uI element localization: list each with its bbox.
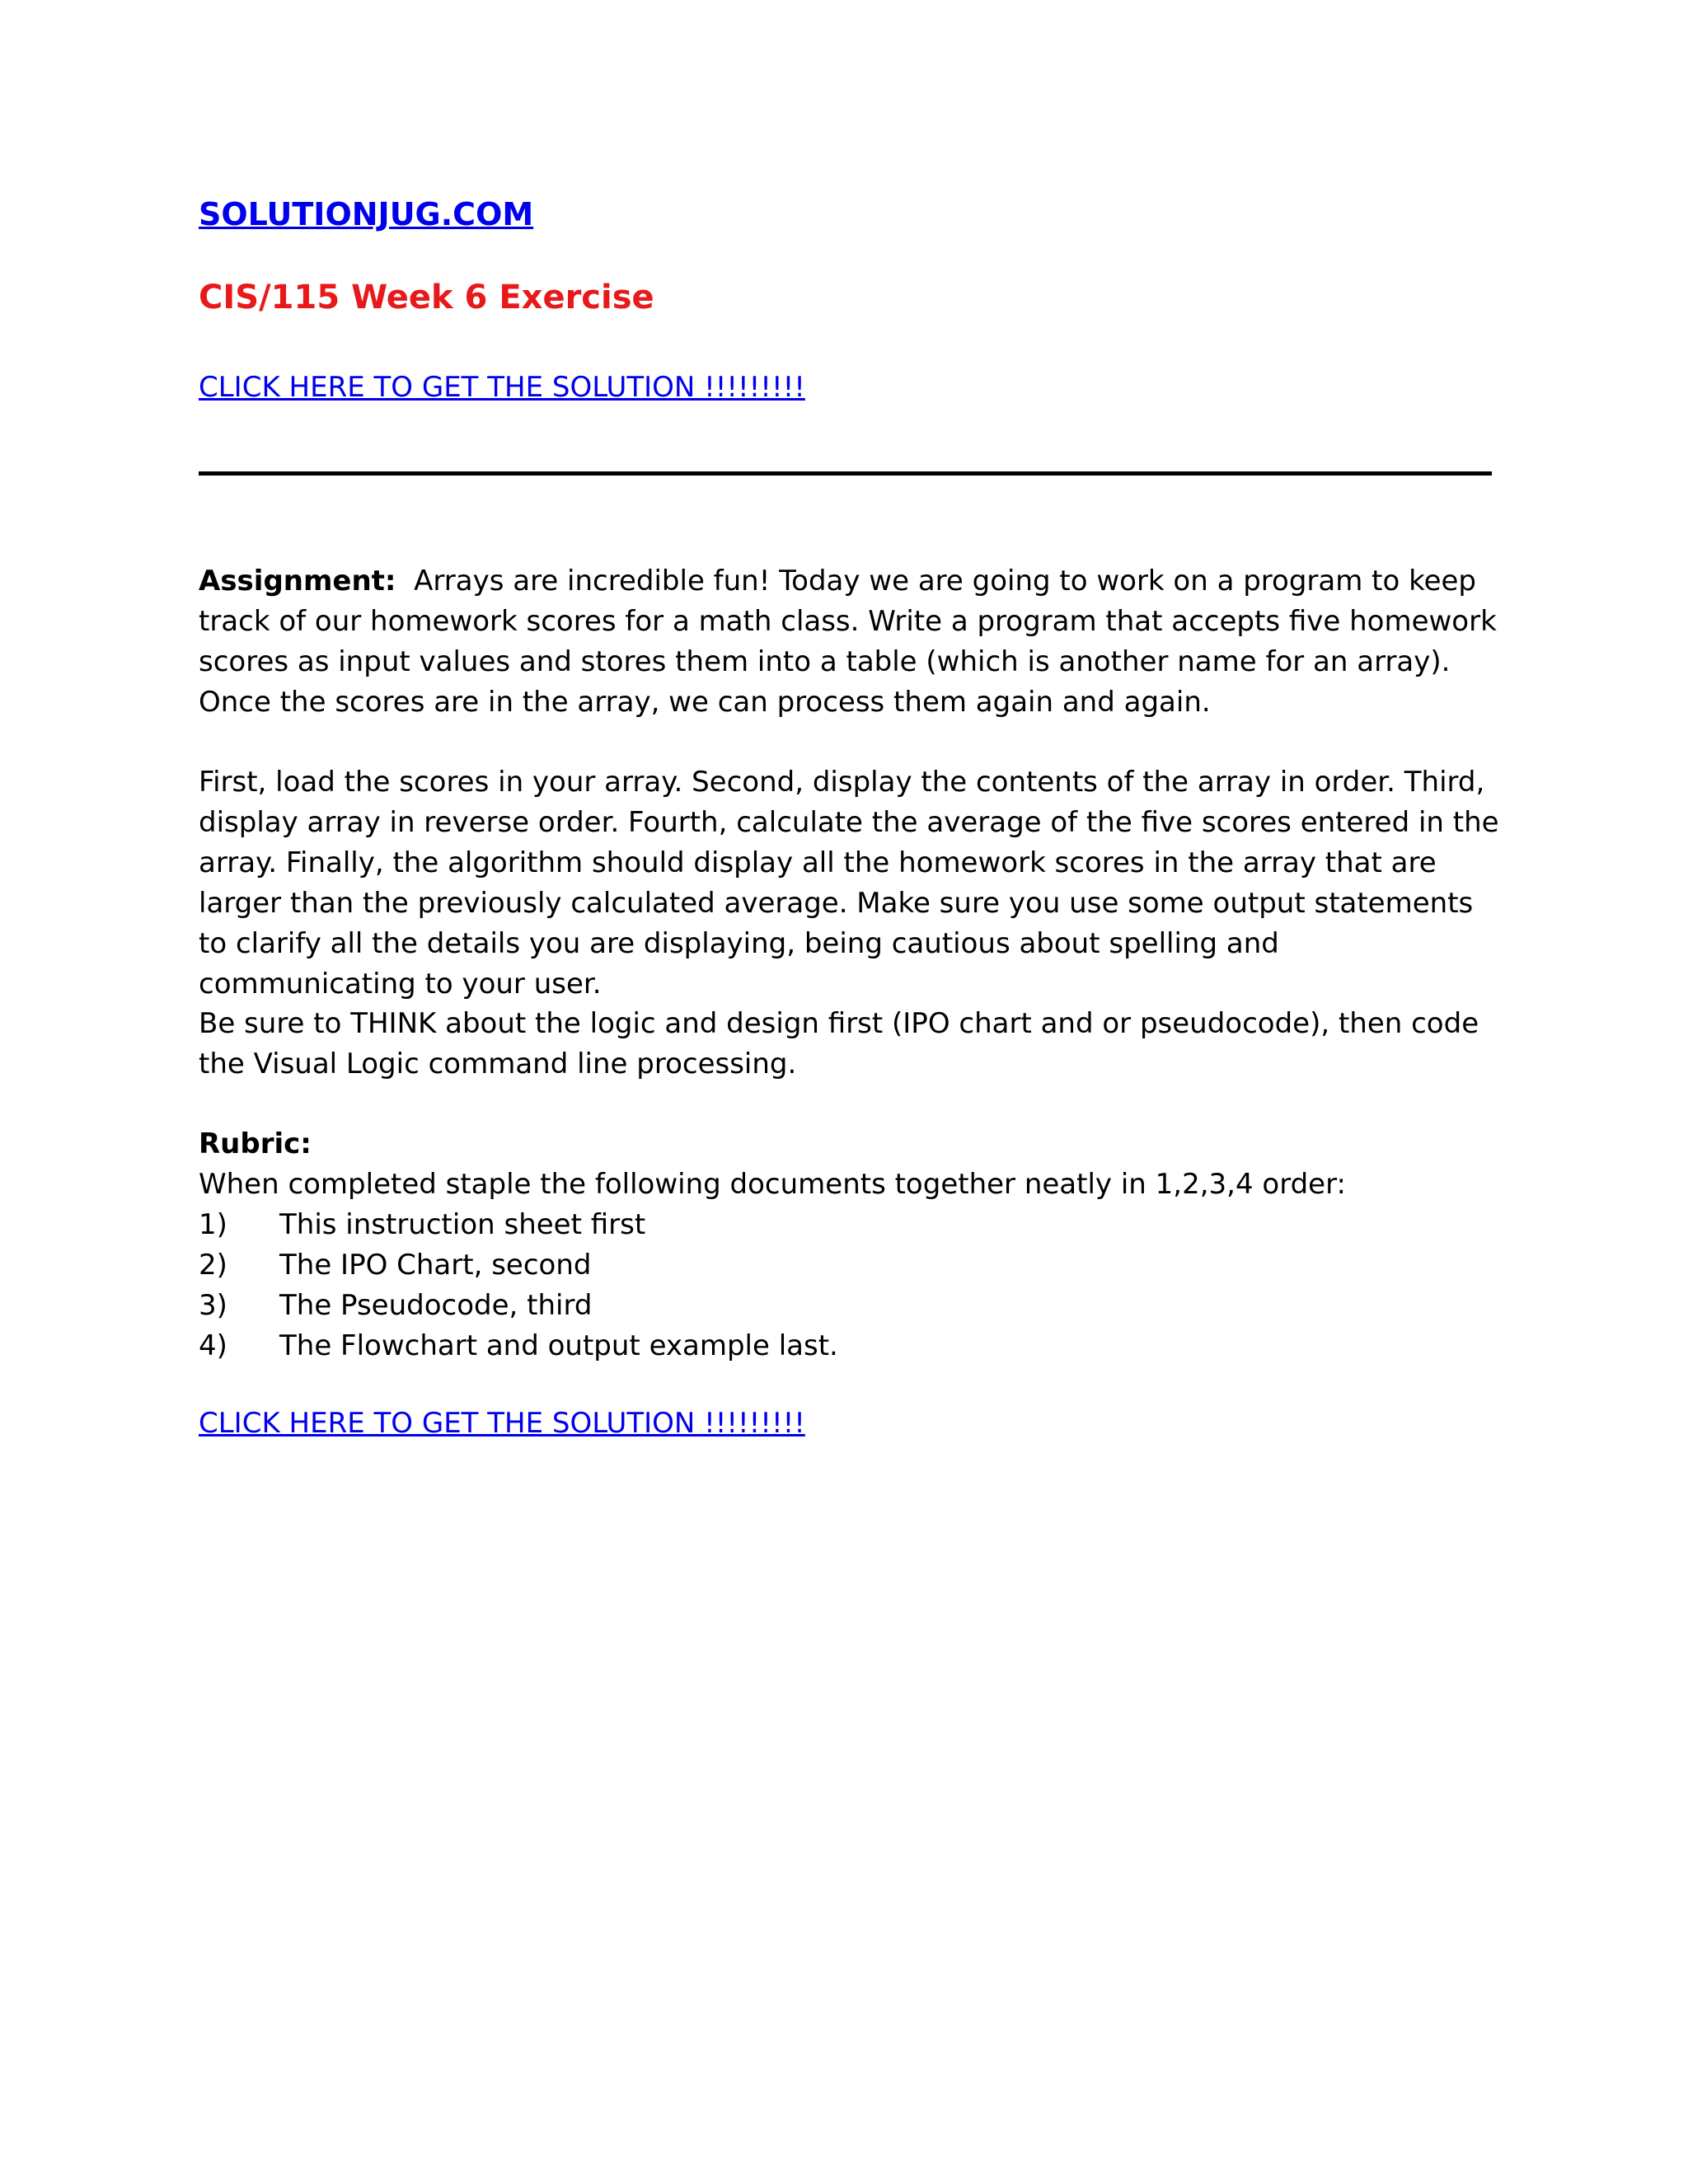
instructions-paragraph: First, load the scores in your array. Second, display the contents of the array in order. Third, display array in reverse order. Fourth, calculate the average of the five scores entered in the array. Finally, the algorithm should display all the homework scores in the array that are larger than the previously calculated average. Make sure you use some output statements to clarify all the details you are displaying, being cautious about spelling and communicating to your user. (199, 766, 1499, 1001)
list-item-number: 4) (199, 1329, 227, 1362)
list-item-text: This instruction sheet first (279, 1208, 646, 1241)
list-item (199, 1245, 1501, 1286)
rubric-heading: Rubric: (199, 1127, 312, 1160)
list-item-number: 3) (199, 1289, 227, 1322)
list-item-number: 1) (199, 1208, 227, 1241)
site-link[interactable]: SOLUTIONJUG.COM (199, 196, 534, 232)
rubric-intro: When completed staple the following documents together neatly in 1,2,3,4 order: (199, 1168, 1346, 1201)
list-item-text: The Pseudocode, third (279, 1289, 593, 1322)
rubric-list (199, 1205, 1501, 1366)
list-item (199, 1286, 1501, 1326)
get-solution-link-bottom[interactable]: CLICK HERE TO GET THE SOLUTION !!!!!!!!! (199, 1407, 805, 1440)
list-item (199, 1326, 1501, 1366)
horizontal-divider (199, 471, 1492, 476)
assignment-label: Assignment: (199, 565, 396, 598)
assignment-paragraph (199, 561, 1501, 723)
design-paragraph: Be sure to THINK about the logic and design first (IPO chart and or pseudocode), then code the Visual Logic command line processing. (199, 1007, 1479, 1080)
assignment-text: Arrays are incredible fun! Today we are going to work on a program to keep track of our homework scores for a math class. Write a program that accepts five homework scores as input values and stores them into a table (which is another name for an array). Once the scores are in the array, we can process them again and again. (199, 565, 1497, 719)
rubric-section (199, 1124, 1501, 1366)
list-item-text: The IPO Chart, second (279, 1249, 592, 1282)
list-item-number: 2) (199, 1249, 227, 1282)
page-title: CIS/115 Week 6 Exercise (199, 279, 654, 316)
list-item (199, 1205, 1501, 1245)
list-item-text: The Flowchart and output example last. (279, 1329, 838, 1362)
get-solution-link-top[interactable]: CLICK HERE TO GET THE SOLUTION !!!!!!!!! (199, 371, 805, 404)
